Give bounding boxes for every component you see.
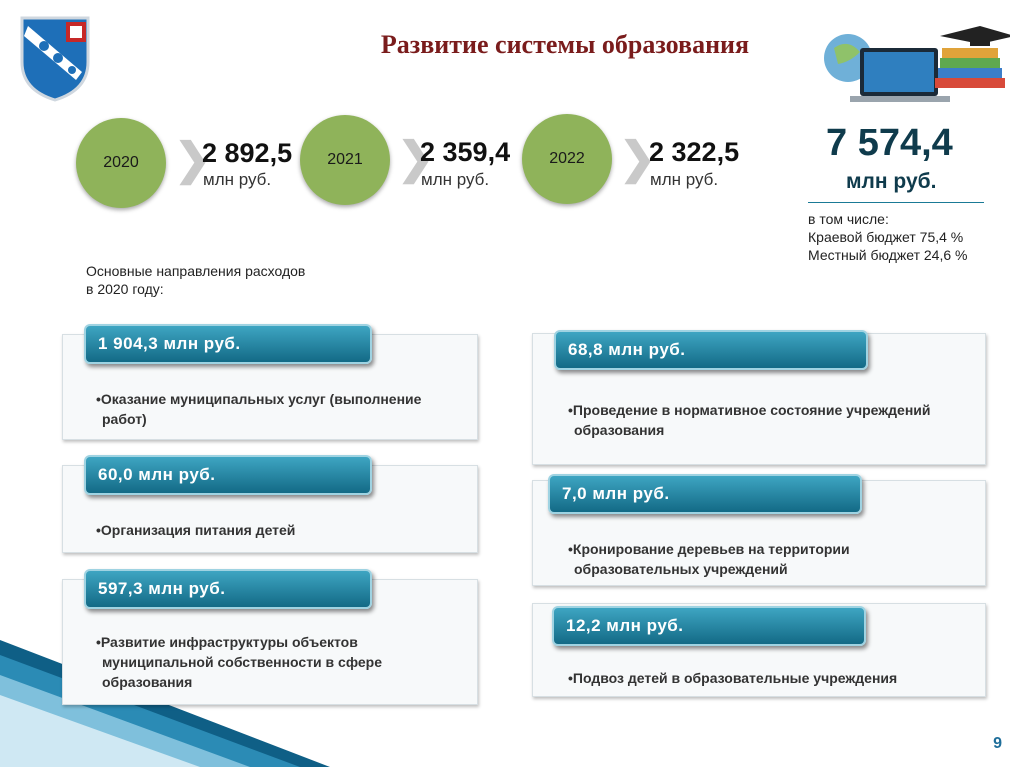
directions-label-line2: в 2020 году: bbox=[86, 281, 164, 297]
expense-amount-badge: 7,0 млн руб. bbox=[548, 474, 862, 514]
expense-amount-badge: 68,8 млн руб. bbox=[554, 330, 868, 370]
chevron-right-icon: ❯ bbox=[174, 135, 211, 184]
expense-description: муниципальной собственности в сфере bbox=[102, 654, 383, 670]
education-illustration bbox=[820, 18, 1010, 113]
expense-description: •Проведение в нормативное состояние учреждений bbox=[568, 402, 931, 418]
expense-description: работ) bbox=[102, 411, 147, 427]
total-amount: 7 574,4 bbox=[826, 122, 953, 164]
page-title: Развитие системы образования bbox=[380, 30, 750, 59]
directions-label-line1: Основные направления расходов bbox=[86, 263, 306, 279]
expense-description: •Подвоз детей в образовательные учреждения bbox=[568, 670, 898, 686]
expense-description: образовательных учреждений bbox=[574, 561, 788, 577]
year-unit-2022: млн руб. bbox=[650, 170, 719, 189]
expense-amount-badge: 60,0 млн руб. bbox=[84, 455, 372, 495]
expense-amount-badge: 597,3 млн руб. bbox=[84, 569, 372, 609]
year-amount-2021: 2 359,4 bbox=[420, 137, 511, 167]
regional-budget-share: Краевой бюджет 75,4 % bbox=[808, 229, 964, 245]
year-amount-2022: 2 322,5 bbox=[649, 137, 740, 167]
local-budget-share: Местный бюджет 24,6 % bbox=[808, 247, 968, 263]
expense-amount-badge: 1 904,3 млн руб. bbox=[84, 324, 372, 364]
page-number: 9 bbox=[993, 735, 1002, 752]
year-amount-2020: 2 892,5 bbox=[202, 138, 293, 168]
year-unit-2021: млн руб. bbox=[421, 170, 490, 189]
year-unit-2020: млн руб. bbox=[203, 170, 272, 189]
year-circle-2022: 2022 bbox=[522, 114, 612, 204]
expense-description: •Организация питания детей bbox=[96, 522, 296, 538]
expense-amount-badge: 12,2 млн руб. bbox=[552, 606, 866, 646]
chevron-right-icon: ❯ bbox=[397, 134, 434, 183]
expense-description: •Оказание муниципальных услуг (выполнение bbox=[96, 391, 422, 407]
total-breakdown-label: в том числе: bbox=[808, 211, 889, 227]
year-circle-2021: 2021 bbox=[300, 115, 390, 205]
expense-description: •Кронирование деревьев на территории bbox=[568, 541, 850, 557]
expense-description: •Развитие инфраструктуры объектов bbox=[96, 634, 358, 650]
expense-description: образования bbox=[574, 422, 665, 438]
expense-description: образования bbox=[102, 674, 193, 690]
year-circle-2020: 2020 bbox=[76, 118, 166, 208]
total-unit: млн руб. bbox=[846, 170, 937, 193]
total-divider bbox=[808, 202, 984, 203]
chevron-right-icon: ❯ bbox=[619, 134, 656, 183]
